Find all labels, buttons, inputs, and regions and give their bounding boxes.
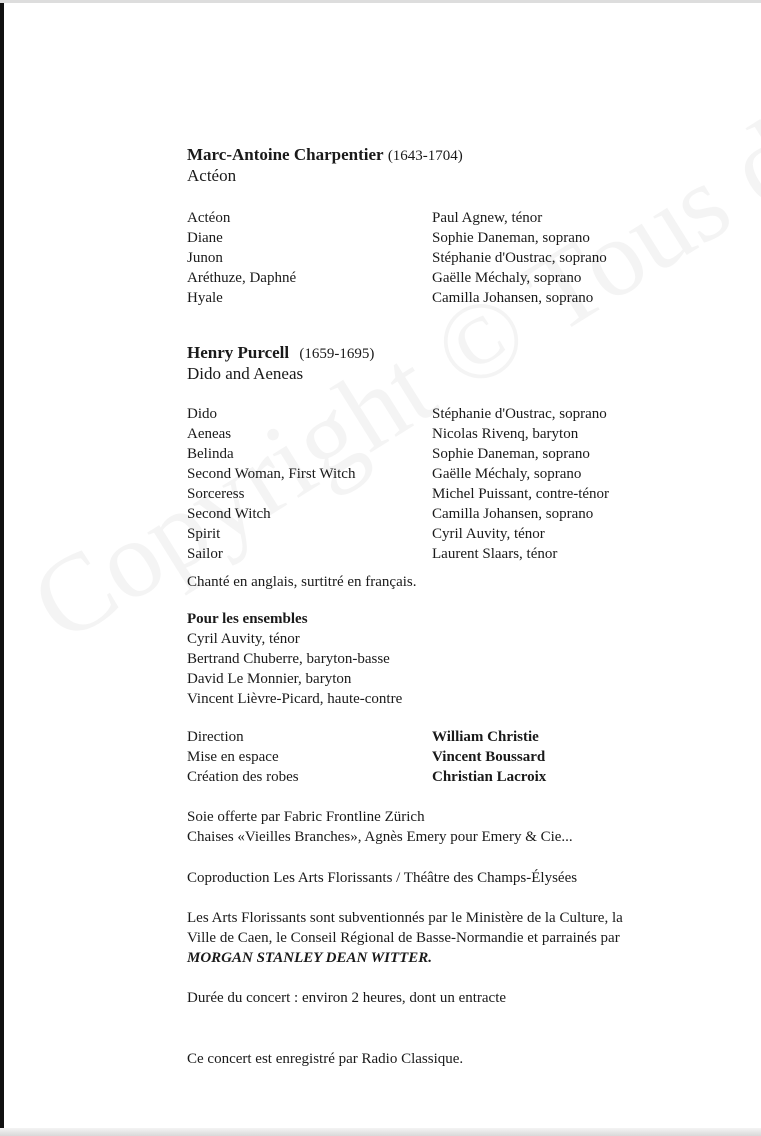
sponsor-line: Chaises «Vieilles Branches», Agnès Emery pour Emery & Cie... <box>187 829 573 845</box>
credit-row <box>187 747 677 767</box>
ensemble-member: Bertrand Chuberre, baryton-basse <box>187 651 390 667</box>
cast-list <box>187 208 677 308</box>
composer-dates: (1643-1704) <box>387 148 463 164</box>
ensemble-member: Cyril Auvity, ténor <box>187 631 300 647</box>
cast-row <box>187 268 677 288</box>
subsidies-line: Ville de Caen, le Conseil Régional de Basse-Normandie et parrainés par <box>187 930 620 946</box>
performer: Cyril Auvity, ténor <box>432 526 545 542</box>
role: Aeneas <box>187 426 232 442</box>
sponsor-line: Soie offerte par Fabric Frontline Zürich <box>187 809 425 825</box>
performer: Sophie Daneman, soprano <box>432 230 590 246</box>
role: Spirit <box>187 526 221 542</box>
cast-row <box>187 288 677 308</box>
cast-row <box>187 228 677 248</box>
credit-row <box>187 767 677 787</box>
role: Hyale <box>187 290 223 306</box>
role: Sorceress <box>187 486 245 502</box>
role: Aréthuze, Daphné <box>187 270 297 286</box>
composer-name: Marc-Antoine Charpentier <box>187 145 384 164</box>
performer: Sophie Daneman, soprano <box>432 446 590 462</box>
ensembles-section <box>187 609 677 709</box>
credit-role: Direction <box>187 729 244 745</box>
credit-role: Mise en espace <box>187 749 279 765</box>
role: Actéon <box>187 210 231 226</box>
performer: Paul Agnew, ténor <box>432 210 543 226</box>
cast-row <box>187 404 677 424</box>
scan-edge-left <box>0 0 4 1136</box>
credit-row <box>187 727 677 747</box>
composer-name: Henry Purcell <box>187 343 290 362</box>
cast-row <box>187 444 677 464</box>
cast-row <box>187 248 677 268</box>
work-title: Dido and Aeneas <box>187 364 304 383</box>
credit-name: Christian Lacroix <box>432 769 547 785</box>
role: Second Woman, First Witch <box>187 466 356 482</box>
recording-line: Ce concert est enregistré par Radio Classique. <box>187 1051 464 1067</box>
composer-heading <box>187 343 677 364</box>
coproduction-line: Coproduction Les Arts Florissants / Théâtre des Champs-Élysées <box>187 870 578 886</box>
performer: Stéphanie d'Oustrac, soprano <box>432 406 607 422</box>
role: Sailor <box>187 546 223 562</box>
performer: Nicolas Rivenq, baryton <box>432 426 579 442</box>
language-note: Chanté en anglais, surtitré en français. <box>187 574 417 590</box>
cast-row <box>187 504 677 524</box>
performer: Michel Puissant, contre-ténor <box>432 486 610 502</box>
performer: Laurent Slaars, ténor <box>432 546 558 562</box>
performer: Camilla Johansen, soprano <box>432 506 594 522</box>
cast-row <box>187 424 677 444</box>
performer: Camilla Johansen, soprano <box>432 290 594 306</box>
work-title: Actéon <box>187 166 237 185</box>
credit-name: William Christie <box>432 729 539 745</box>
cast-row <box>187 524 677 544</box>
role: Diane <box>187 230 223 246</box>
performer: Gaëlle Méchaly, soprano <box>432 270 582 286</box>
ensemble-member: Vincent Lièvre-Picard, haute-contre <box>187 691 403 707</box>
credit-role: Création des robes <box>187 769 299 785</box>
purcell-section <box>187 343 677 592</box>
cast-list <box>187 404 677 564</box>
role: Belinda <box>187 446 234 462</box>
sponsor-name: MORGAN STANLEY DEAN WITTER. <box>187 950 433 966</box>
subsidies-line: Les Arts Florissants sont subventionnés par le Ministère de la Culture, la <box>187 910 623 926</box>
ensembles-heading: Pour les ensembles <box>187 611 308 627</box>
cast-row <box>187 208 677 228</box>
scan-edge-top <box>0 0 761 3</box>
composer-heading <box>187 145 677 166</box>
role: Dido <box>187 406 217 422</box>
cast-row <box>187 484 677 504</box>
cast-row <box>187 544 677 564</box>
credits-section <box>187 727 677 787</box>
charpentier-section <box>187 145 677 308</box>
sponsors-section <box>187 807 677 847</box>
performer: Stéphanie d'Oustrac, soprano <box>432 250 607 266</box>
performer: Gaëlle Méchaly, soprano <box>432 466 582 482</box>
role: Second Witch <box>187 506 271 522</box>
subsidies-section <box>187 908 687 968</box>
program-content <box>187 145 677 1069</box>
ensemble-member: David Le Monnier, baryton <box>187 671 352 687</box>
credit-name: Vincent Boussard <box>432 749 546 765</box>
duration-line: Durée du concert : environ 2 heures, dont un entracte <box>187 990 507 1006</box>
composer-dates: (1659-1695) <box>299 346 375 362</box>
scan-edge-bottom <box>0 1128 761 1136</box>
role: Junon <box>187 250 223 266</box>
cast-row <box>187 464 677 484</box>
